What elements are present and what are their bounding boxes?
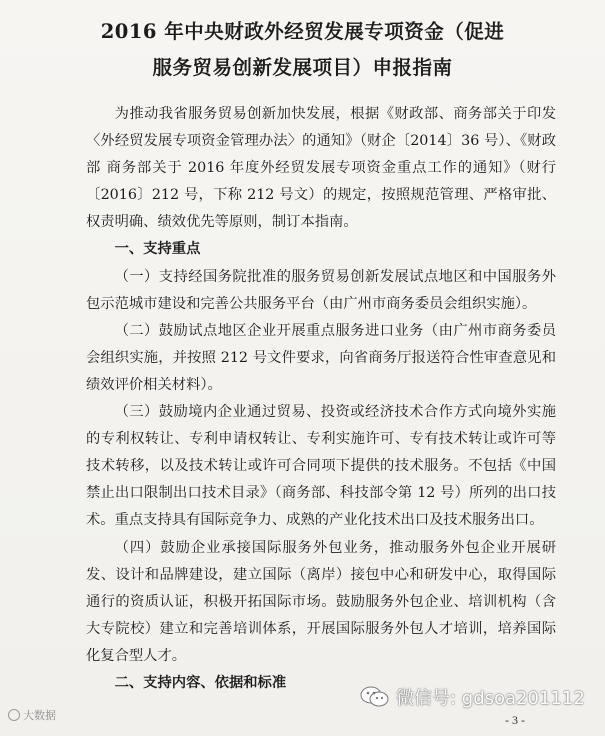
paragraph-item-2: （二）鼓励试点地区企业开展重点服务进口业务（由广州市商务委员会组织实施，并按照 212 号文件要求，向省商务厅报送符合性审查意见和绩效评价相关材料）。 — [86, 322, 556, 393]
document-body — [86, 101, 556, 697]
paragraph-item-4: （四）鼓励企业承接国际服务外包业务，推动服务外包企业开展研发、设计和品牌建设，建立国际（离岸）接包中心和研发中心，取得国际通行的资质认证，积极开拓国际市场。鼓励服务外包企业、培训机构（含大专院校）建立和完善培训体系，开展国际服务外包人才培训，培养国际化复合型人才。 — [86, 539, 556, 664]
wechat-watermark-text: 微信号: gdsoa201112 — [396, 688, 585, 709]
paragraph-item-1: （一）支持经国务院批准的服务贸易创新发展试点地区和中国服务外包示范城市建设和完善公共服务平台（由广州市商务委员会组织实施）。 — [86, 268, 556, 312]
watermark-logo-icon — [8, 709, 20, 721]
wechat-icon — [360, 685, 390, 709]
paragraph-item-3: （三）鼓励境内企业通过贸易、投资或经济技术合作方式向境外实施的专利权转让、专利申请权转让、专利实施许可、专有技术转让或许可等技术转移，以及技术转让或许可合同项下提供的技术服务。不包括《中国禁止出口限制出口技术目录》（商务部、科技部令第 12 号）所列的出口技术。重点支持具有国际竞争力、成熟的产业化技术出口及技术服务出口。 — [86, 404, 556, 529]
source-watermark-text: 大数据 — [23, 709, 56, 722]
document-title-line1: 2016 年中央财政外经贸发展专项资金（促进 — [100, 20, 505, 43]
source-watermark — [8, 707, 56, 723]
section-heading-2: 二、支持内容、依据和标准 — [114, 674, 287, 691]
page-number: - 3 - — [505, 713, 525, 727]
document-title-line2: 服务贸易创新发展项目）申报指南 — [152, 56, 453, 79]
wechat-watermark — [360, 684, 585, 710]
section-heading-1: 一、支持重点 — [114, 241, 201, 258]
intro-paragraph: 为推动我省服务贸易创新加快发展，根据《财政部、商务部关于印发〈外经贸发展专项资金管理办法〉的通知》（财企〔2014〕36 号）、《财政部 商务部关于 2016 年度外经贸发展专项资金重点工作的通知》（财行〔2016〕212 号，下称 212 号文）的规定，按照规范管理、严格审批、权责明确、绩效优先等原则，制订本指南。 — [86, 106, 556, 231]
